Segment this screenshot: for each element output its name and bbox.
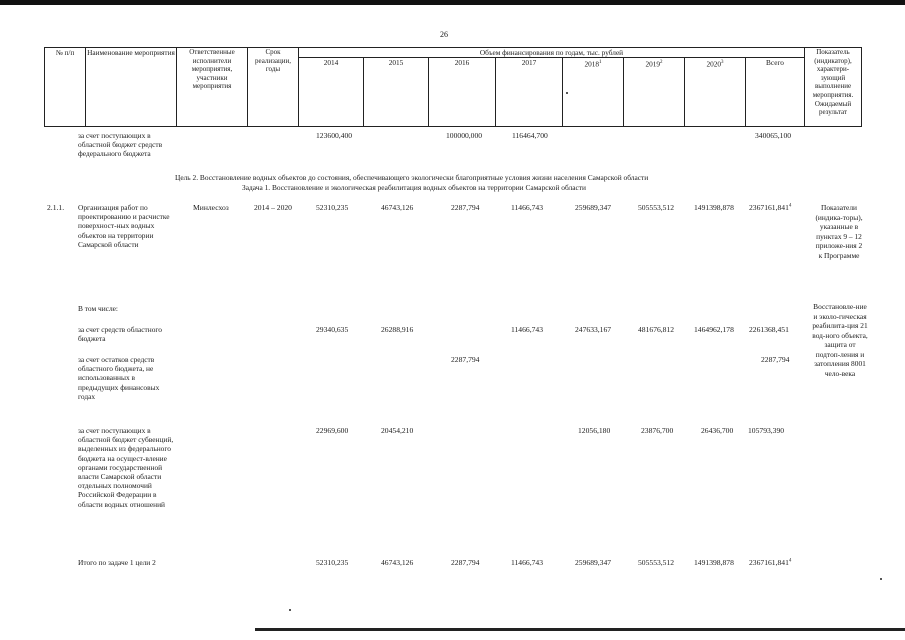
cell-value: 481676,812 <box>638 325 675 334</box>
footnote-mark: 1 <box>599 60 602 65</box>
year-header: 2020$^3$ <box>685 58 746 127</box>
cell-value: 2367161,841$^4$ <box>749 203 792 212</box>
footnote-mark: 4 <box>788 558 792 564</box>
carry-row-label: за счет поступающих в областной бюджет средств федерального бюджета <box>78 131 163 159</box>
cell-value: 247633,167 <box>575 325 612 334</box>
cell-value: 100000,000 <box>446 131 483 140</box>
cell-value: 2287,794 <box>761 355 790 364</box>
cell-value: 46743,126 <box>381 203 414 212</box>
cell-value: 23876,700 <box>641 426 674 435</box>
cell-value: 26288,916 <box>381 325 414 334</box>
year-header: 2017 <box>496 58 563 127</box>
footnote-mark: 4 <box>788 203 792 209</box>
cell-value: 340065,100 <box>755 131 792 140</box>
cell-value: 11466,743 <box>511 325 543 334</box>
cell-value: 116464,700 <box>512 131 548 140</box>
cell-value: 12056,180 <box>578 426 611 435</box>
item-number: 2.1.1. <box>47 203 65 212</box>
cell-value: 259689,347 <box>575 203 612 212</box>
cell-value: 29340,635 <box>316 325 349 334</box>
cell-value: 2261368,451 <box>749 325 789 334</box>
item-responsible: Минлесхоз <box>193 203 229 212</box>
expected-result: Восстановле-ние и эколо-гическая реабилита-ция 21 вод-ного объекта, защита от подтоп-ления и затопления 8001 чело-века <box>812 302 868 378</box>
cell-value: 11466,743 <box>511 558 543 567</box>
col-resp-header: Ответственные исполнители мероприятия, участники мероприятия <box>177 48 248 127</box>
scan-top-edge <box>0 0 905 5</box>
table-header <box>44 47 862 127</box>
cell-value: 123600,400 <box>316 131 353 140</box>
item-indicator: Показатели (индика-торы), указанные в пунктах 9 – 12 приложе-ния 2 к Программе <box>815 203 863 260</box>
task-heading: Задача 1. Восстановление и экологическая реабилитация водных объектов на территории Самарской области <box>242 183 586 192</box>
footnote-mark: 3 <box>721 60 724 65</box>
cell-value: 1464962,178 <box>694 325 734 334</box>
year-header: 2014 <box>299 58 364 127</box>
scan-speck <box>566 92 568 94</box>
cell-value: 11466,743 <box>511 203 543 212</box>
cell-value: 2367161,841$^4$ <box>749 558 792 567</box>
cell-value: 52310,235 <box>316 203 349 212</box>
cell-value: 2287,794 <box>451 558 480 567</box>
cell-value: 1491398,878 <box>694 203 734 212</box>
year-header: 2018$^1$ <box>563 58 624 127</box>
cell-value: 105793,390 <box>748 426 785 435</box>
scan-speck <box>880 578 882 580</box>
cell-value: 22969,600 <box>316 426 349 435</box>
cell-value: 46743,126 <box>381 558 414 567</box>
cell-value: 2287,794 <box>451 355 480 364</box>
year-header: 2019$^2$ <box>624 58 685 127</box>
cell-value: 26436,700 <box>701 426 734 435</box>
sub-federal-label: за счет поступающих в областной бюджет субвенций, выделенных из федерального бюджета на осущест-вление органами государственной власти Самарской области отдельных полномочий Российской Федерации в области водных отношений <box>78 426 174 509</box>
cell-value: 20454,210 <box>381 426 414 435</box>
cell-value: 2287,794 <box>451 203 480 212</box>
including-label: В том числе: <box>78 304 118 313</box>
year-header: 2016 <box>429 58 496 127</box>
cell-value: 505553,512 <box>638 203 675 212</box>
cell-value: 1491398,878 <box>694 558 734 567</box>
footnote-mark: 2 <box>660 60 663 65</box>
item-term: 2014 – 2020 <box>254 203 292 212</box>
total-row-label: Итого по задаче 1 цели 2 <box>78 558 156 567</box>
cell-value: 259689,347 <box>575 558 612 567</box>
col-term-header: Срок реализации, годы <box>248 48 299 127</box>
cell-value: 505553,512 <box>638 558 675 567</box>
col-indicator-header: Показатель (индикатор), характери-зующий выполнение мероприятия. Ожидаемый результат <box>805 48 862 127</box>
year-header: Всего <box>746 58 805 127</box>
col-volume-header: Объем финансирования по годам, тыс. рублей <box>299 48 805 58</box>
col-num-header: № п/п <box>45 48 86 127</box>
scan-bottom-edge <box>255 628 905 631</box>
sub-remains-label: за счет остатков средств областного бюджета, не использованных в предыдущих финансовых годах <box>78 355 160 401</box>
item-name: Организация работ по проектированию и расчистке поверхност-ных водных объектов на территории Самарской области <box>78 203 170 249</box>
sub-regional-label: за счет средств областного бюджета <box>78 325 162 344</box>
year-header: 2015 <box>364 58 429 127</box>
cell-value: 52310,235 <box>316 558 349 567</box>
col-name-header: Наименование мероприятия <box>86 48 177 127</box>
page-number: 26 <box>440 30 448 39</box>
scan-speck <box>289 609 291 611</box>
goal-heading: Цель 2. Восстановление водных объектов до состояния, обеспечивающего экологически благоприятные условия жизни населения Самарской области <box>175 173 649 182</box>
